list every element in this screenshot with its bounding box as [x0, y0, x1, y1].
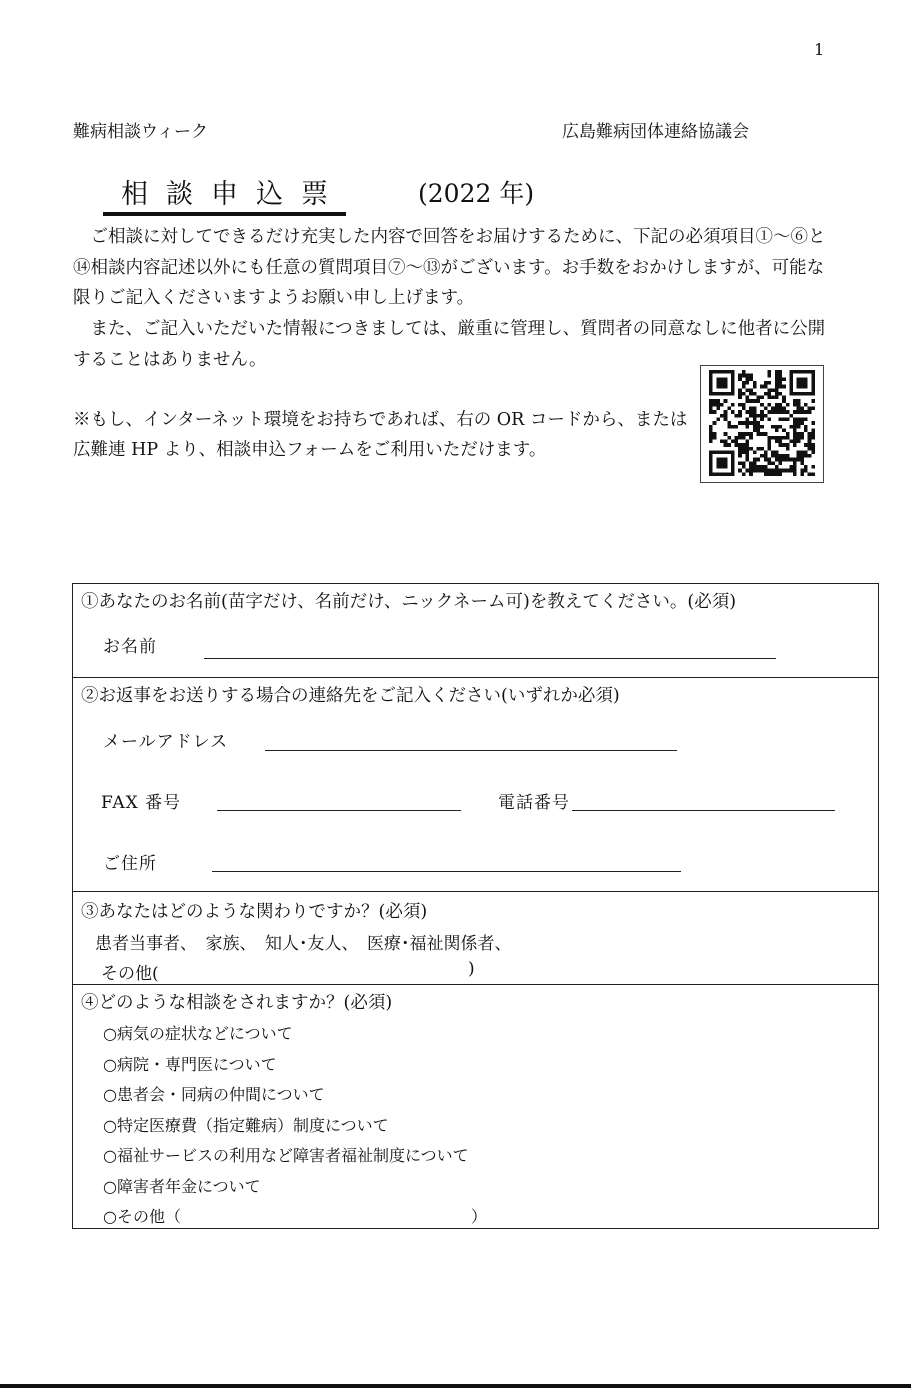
intro-paragraph: ご相談に対してできるだけ充実した内容で回答をお届けするために、下記の必須項目①～⑥と⑭相談内容記述以外にも任意の質問項目⑦～⑬がございます。お手数をおかけしますが、可能な限りご記入くださいますようお願い申し上げます。 [73, 227, 826, 308]
section-contact [73, 677, 878, 892]
relationship-other-close: ) [468, 959, 475, 979]
online-form-note: ※もし、インターネット環境をお持ちであれば、右の OR コードから、または広難連 HP より、相談申込フォームをご利用いただけます。 [73, 410, 688, 460]
name-label: お名前 [103, 637, 157, 657]
name-field[interactable] [204, 658, 776, 659]
section-relationship [73, 891, 878, 985]
email-field[interactable] [265, 750, 677, 751]
question-1: ①あなたのお名前(苗字だけ、名前だけ、ニックネーム可)を教えてください。(必須) [81, 592, 737, 612]
topic-option[interactable]: ○特定医療費（指定難病）制度について [103, 1116, 389, 1135]
question-3: ③あなたはどのような関わりですか？(必須) [81, 902, 428, 922]
topic-option[interactable]: ○病気の症状などについて [103, 1024, 293, 1043]
question-2: ②お返事をお送りする場合の連絡先をご記入ください(いずれか必須) [81, 686, 620, 706]
topic-option[interactable]: ○患者会・同病の仲間について [103, 1085, 325, 1104]
page-bottom-rule [0, 1384, 911, 1388]
phone-label: 電話番号 [498, 793, 570, 813]
form-year: (2022 年) [418, 179, 535, 208]
event-name: 難病相談ウィーク [73, 122, 208, 142]
topic-option[interactable]: ○障害者年金について [103, 1177, 261, 1196]
section-topic [73, 984, 878, 1229]
topic-other-close: ） [471, 1207, 488, 1226]
fax-field[interactable] [217, 810, 461, 811]
topic-option-other[interactable]: ○その他（ [103, 1207, 181, 1226]
email-label: メールアドレス [103, 732, 229, 752]
phone-field[interactable] [572, 810, 835, 811]
qr-code[interactable] [700, 365, 824, 483]
topic-option[interactable]: ○病院・専門医について [103, 1055, 277, 1074]
page-number: 1 [814, 40, 825, 59]
fax-label: FAX 番号 [101, 793, 182, 813]
relationship-choices[interactable]: 患者当事者、 家族、 知人･友人、 医療･福祉関係者、 [95, 934, 512, 954]
organization-name: 広島難病団体連絡協議会 [562, 122, 749, 142]
consultation-form [72, 583, 879, 1229]
privacy-paragraph: また、ご記入いただいた情報につきましては、厳重に管理し、質問者の同意なしに他者に公開することはありません。 [73, 319, 826, 370]
topic-option[interactable]: ○福祉サービスの利用など障害者福祉制度について [103, 1146, 469, 1165]
relationship-other-label[interactable]: その他( [101, 964, 159, 984]
address-field[interactable] [212, 871, 681, 872]
question-4: ④どのような相談をされますか？(必須) [81, 993, 393, 1013]
address-label: ご住所 [103, 854, 157, 874]
section-name [73, 584, 878, 677]
form-title: 相談申込票 [103, 172, 346, 216]
qr-code-pattern [709, 370, 815, 476]
